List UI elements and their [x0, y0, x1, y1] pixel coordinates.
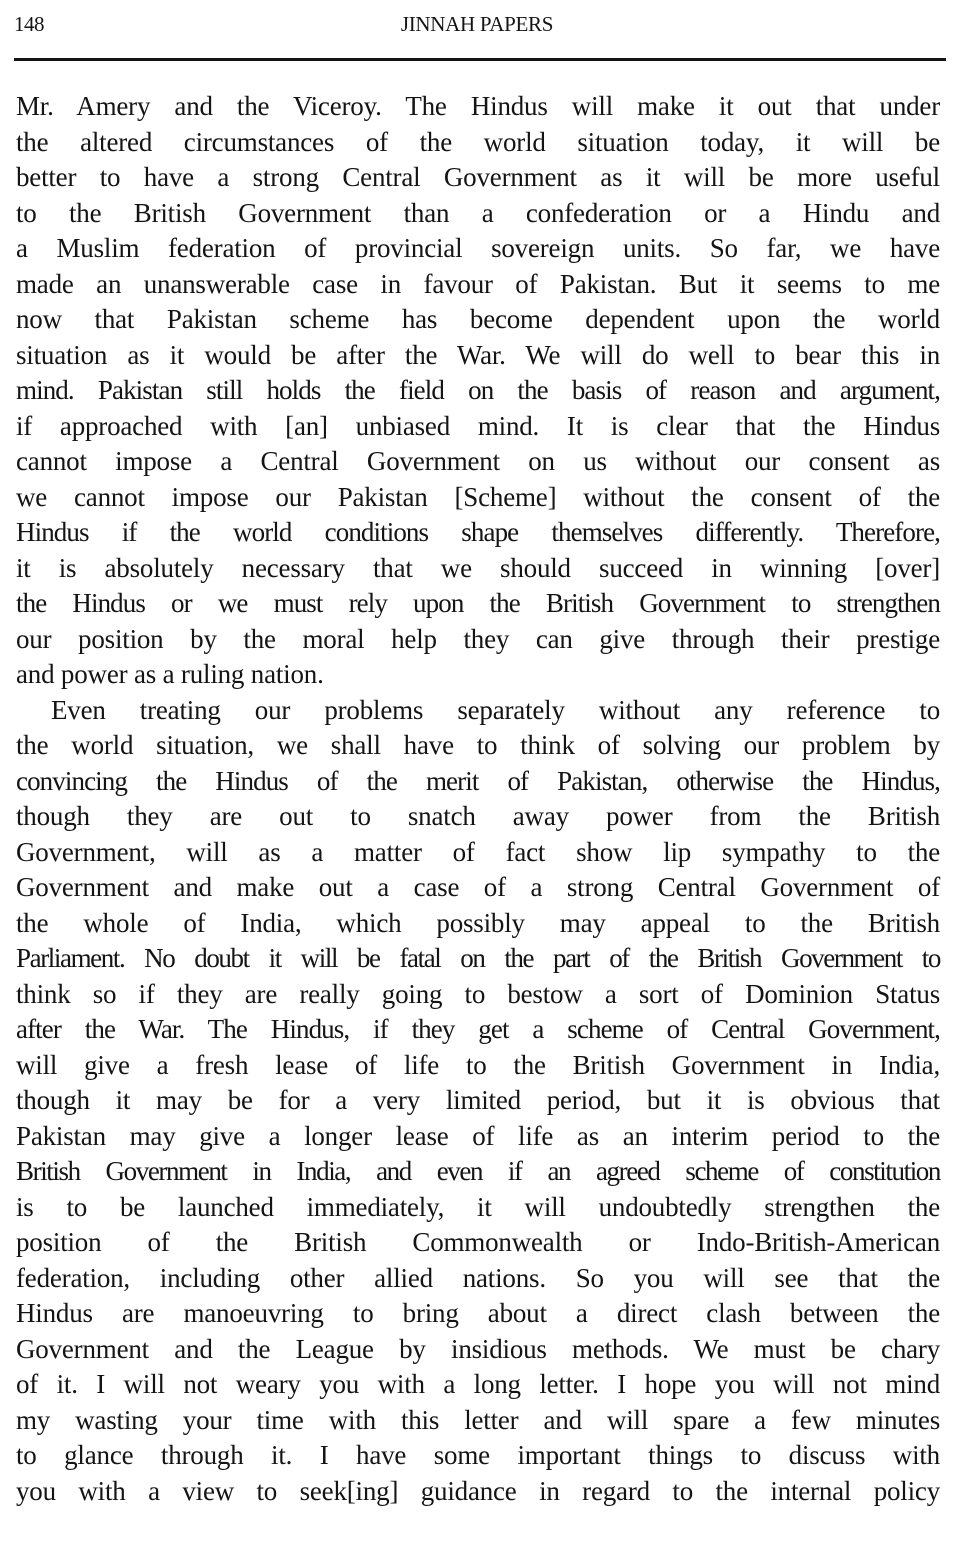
text-line: Hindus if the world conditions shape themselves differently. Therefore,	[16, 517, 940, 547]
text-line: after the War. The Hindus, if they get a scheme of Central Government,	[16, 1014, 940, 1044]
paragraph-1	[16, 89, 940, 693]
text-line: federation, including other allied nations. So you will see that the	[16, 1262, 940, 1293]
text-line: will give a fresh lease of life to the British Government in India,	[16, 1049, 940, 1080]
text-line: convincing the Hindus of the merit of Pakistan, otherwise the Hindus,	[16, 765, 940, 796]
text-line: Even treating our problems separately without any reference to	[51, 694, 940, 725]
text-line: of it. I will not weary you with a long letter. I hope you will not mind	[16, 1369, 940, 1399]
text-line: though they are out to snatch away power from the British	[16, 801, 940, 831]
text-line: Pakistan may give a longer lease of life as an interim period to the	[16, 1120, 940, 1151]
text-line: and power as a ruling nation.	[16, 659, 324, 689]
text-line: if approached with [an] unbiased mind. It is clear that the Hindus	[16, 410, 940, 441]
text-line: we cannot impose our Pakistan [Scheme] without the consent of the	[16, 481, 940, 512]
text-line: Mr. Amery and the Viceroy. The Hindus will make it out that under	[16, 91, 940, 121]
text-line: Government, will as a matter of fact show lip sympathy to the	[16, 836, 940, 867]
text-line: the whole of India, which possibly may appeal to the British	[16, 907, 940, 938]
text-line: better to have a strong Central Government as it will be more useful	[16, 162, 940, 192]
header-rule	[14, 58, 946, 61]
text-line: Hindus are manoeuvring to bring about a direct clash between the	[16, 1298, 940, 1328]
page-header	[14, 12, 940, 42]
text-line: Government and the League by insidious methods. We must be chary	[16, 1333, 940, 1364]
text-line: mind. Pakistan still holds the field on the basis of reason and argument,	[16, 375, 940, 405]
text-line: our position by the moral help they can give through their prestige	[16, 623, 940, 654]
text-line: British Government in India, and even if an agreed scheme of constitution	[16, 1156, 940, 1186]
text-line: is to be launched immediately, it will undoubtedly strengthen the	[16, 1191, 940, 1222]
text-line: situation as it would be after the War. We will do well to bear this in	[16, 339, 940, 370]
text-line: though it may be for a very limited period, but it is obvious that	[16, 1085, 940, 1115]
body-text	[16, 89, 940, 1509]
text-line: it is absolutely necessary that we should succeed in winning [over]	[16, 552, 940, 583]
text-line: my wasting your time with this letter and will spare a few minutes	[16, 1404, 940, 1435]
text-line: Government and make out a case of a strong Central Government of	[16, 872, 940, 902]
text-line: think so if they are really going to bestow a sort of Dominion Status	[16, 978, 940, 1009]
text-line: to the British Government than a confederation or a Hindu and	[16, 197, 940, 228]
text-line: the world situation, we shall have to think of solving our problem by	[16, 730, 940, 760]
text-line: now that Pakistan scheme has become dependent upon the world	[16, 304, 940, 334]
text-line: the altered circumstances of the world situation today, it will be	[16, 126, 940, 157]
text-line: cannot impose a Central Government on us without our consent as	[16, 446, 940, 476]
text-line: you with a view to seek[ing] guidance in regard to the internal policy	[16, 1475, 940, 1506]
text-line: made an unanswerable case in favour of Pakistan. But it seems to me	[16, 268, 940, 299]
page-number: 148	[14, 12, 44, 36]
paragraph-2	[16, 693, 940, 1510]
running-head: JINNAH PAPERS	[400, 12, 554, 36]
text-line: to glance through it. I have some important things to discuss with	[16, 1440, 940, 1470]
text-line: position of the British Commonwealth or Indo-British-American	[16, 1227, 940, 1257]
text-line: Parliament. No doubt it will be fatal on the part of the British Government to	[16, 943, 940, 973]
text-line: the Hindus or we must rely upon the British Government to strengthen	[16, 588, 940, 618]
text-line: a Muslim federation of provincial sovereign units. So far, we have	[16, 233, 940, 263]
